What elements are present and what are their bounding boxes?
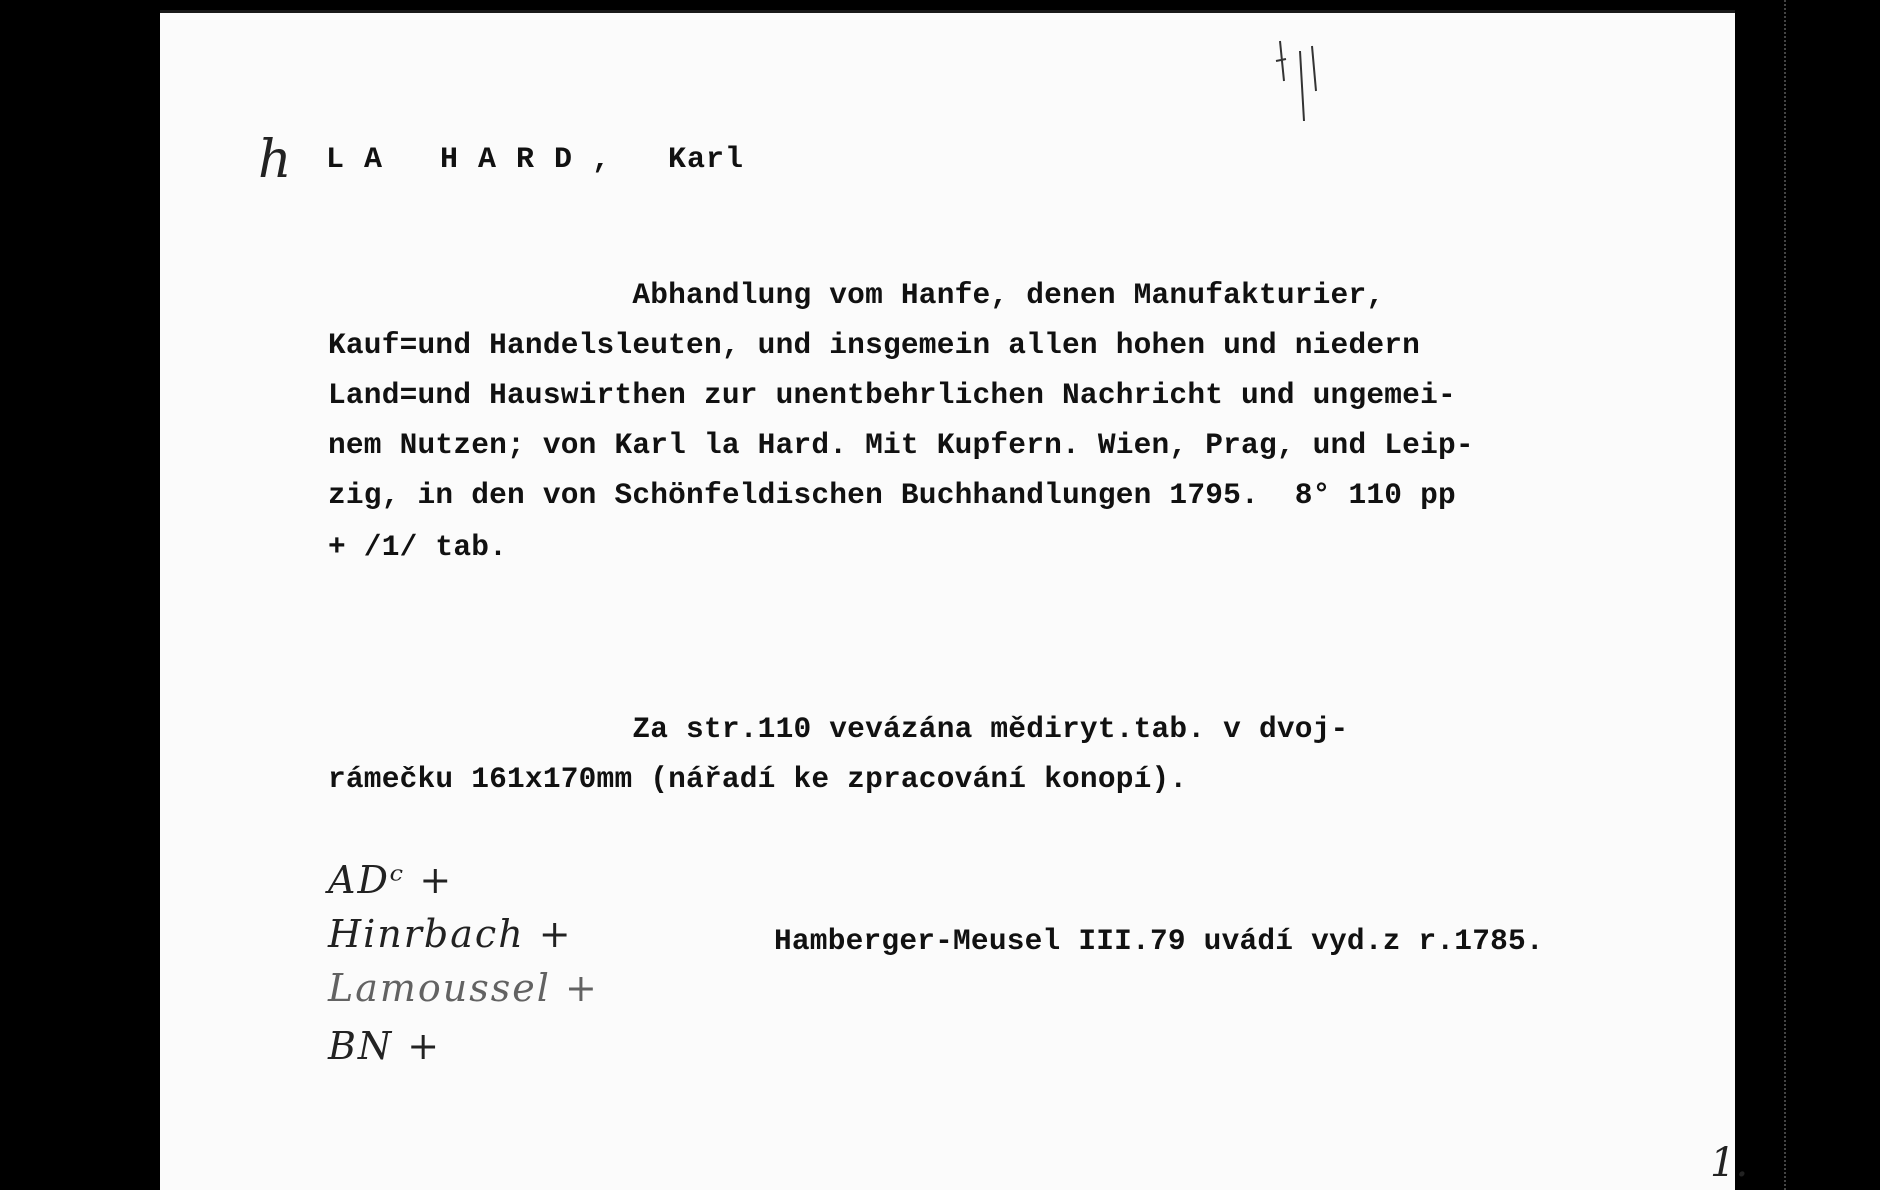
handwritten-note: ADᶜ + (328, 858, 454, 902)
note-line: rámečku 161x170mm (nářadí ke zpracování konopí). (328, 762, 1188, 796)
scan-edge (1784, 0, 1789, 1190)
handwritten-note: Hinrbach + (328, 912, 573, 956)
title-line: Land=und Hauswirthen zur unentbehrlichen Nachricht und ungemei- (328, 378, 1456, 412)
catalog-card (160, 10, 1735, 1190)
title-line: zig, in den von Schönfeldischen Buchhandlungen 1795. 8° 110 pp (328, 478, 1456, 512)
title-line: nem Nutzen; von Karl la Hard. Mit Kupfern. Wien, Prag, und Leip- (328, 428, 1474, 462)
card-heading: L A H A R D , Karl (326, 143, 745, 177)
reference-note: Hamberger-Meusel III.79 uvádí vyd.z r.1785. (774, 924, 1544, 958)
note-line: Za str.110 vevázána mědiryt.tab. v dvoj- (328, 712, 1349, 746)
handwritten-note: BN + (328, 1024, 442, 1068)
card-number: 1. (1710, 1140, 1749, 1186)
title-line: + /1/ tab. (328, 530, 508, 564)
handwritten-mark: h (258, 130, 292, 190)
title-line: Abhandlung vom Hanfe, denen Manufakturier, (328, 278, 1385, 312)
top-handwritten-marks (1270, 21, 1330, 131)
handwritten-note: Lamoussel + (328, 966, 599, 1010)
title-line: Kauf=und Handelsleuten, und insgemein allen hohen und niedern (328, 328, 1421, 362)
